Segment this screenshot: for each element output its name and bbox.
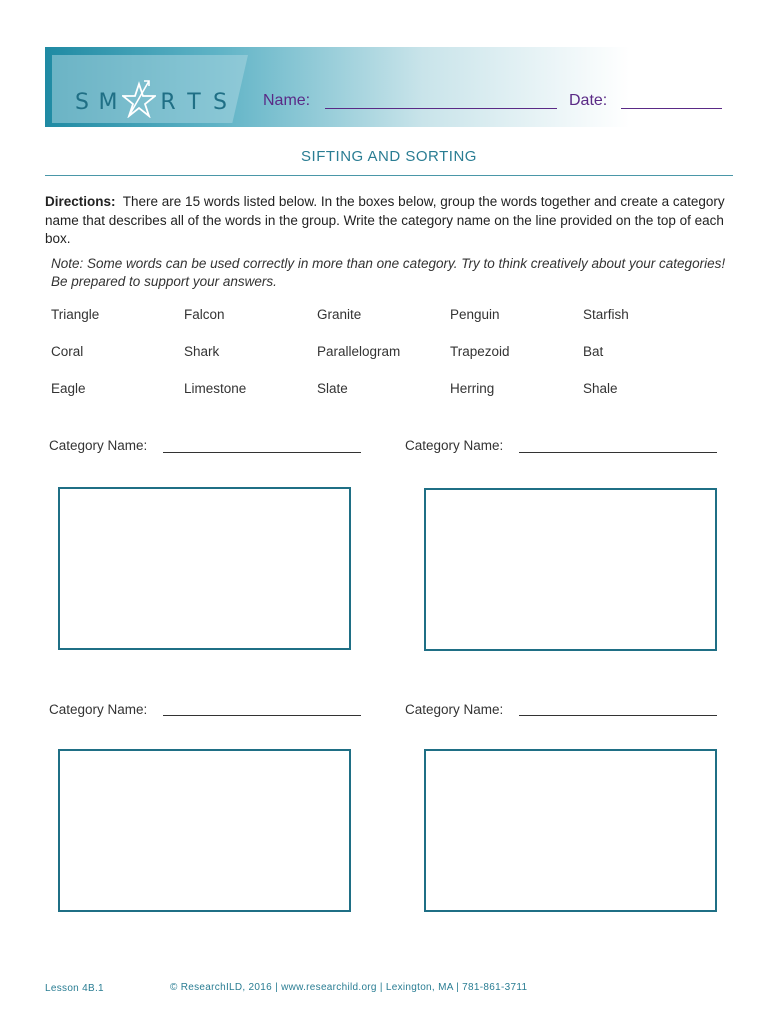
word-item: Shark: [184, 344, 220, 359]
word-item: Herring: [450, 381, 495, 396]
word-item: Falcon: [184, 307, 225, 322]
directions-lead: Directions:: [45, 194, 116, 209]
word-item: Shale: [583, 381, 618, 396]
title-divider: [45, 175, 733, 176]
word-item: Eagle: [51, 381, 86, 396]
category-name-field-3[interactable]: [163, 715, 361, 716]
category-label-4: Category Name:: [405, 702, 504, 717]
footer-info: © ResearchILD, 2016 | www.researchild.org | Lexington, MA | 781-861-3711: [170, 982, 528, 993]
date-field[interactable]: [621, 108, 722, 109]
directions-text: [45, 193, 735, 249]
word-item: Granite: [317, 307, 362, 322]
category-name-field-4[interactable]: [519, 715, 717, 716]
name-label: Name:: [263, 92, 311, 109]
category-label-3: Category Name:: [49, 702, 148, 717]
word-item: Bat: [583, 344, 604, 359]
name-field[interactable]: [325, 108, 557, 109]
word-item: Limestone: [184, 381, 247, 396]
word-item: Coral: [51, 344, 84, 359]
date-label: Date:: [569, 92, 608, 109]
answer-box-2[interactable]: [424, 488, 717, 651]
page-title: SIFTING AND SORTING: [301, 148, 477, 165]
word-item: Trapezoid: [450, 344, 510, 359]
category-name-field-1[interactable]: [163, 452, 361, 453]
word-item: Parallelogram: [317, 344, 401, 359]
word-item: Triangle: [51, 307, 100, 322]
star-arrow-icon: [122, 78, 156, 118]
category-label-1: Category Name:: [49, 438, 148, 453]
logo-letter-m: M: [98, 89, 120, 115]
answer-box-3[interactable]: [58, 749, 351, 912]
answer-box-1[interactable]: [58, 487, 351, 650]
logo-letter-s2: S: [213, 89, 229, 115]
category-name-field-2[interactable]: [519, 452, 717, 453]
answer-box-4[interactable]: [424, 749, 717, 912]
footer-lesson: Lesson 4B.1: [45, 983, 104, 994]
category-label-2: Category Name:: [405, 438, 504, 453]
logo-letter-r: R: [160, 89, 178, 115]
logo-letter-s: S: [75, 89, 91, 115]
logo-letter-t: T: [187, 89, 203, 115]
note-text: Note: Some words can be used correctly in more than one category. Try to think creatively about your categories! Be prepared to support your answers.: [51, 256, 726, 289]
directions-body: There are 15 words listed below. In the boxes below, group the words together and create a category name that describes all of the words in the group. Write the category name on the line provided on the top of each box.: [45, 194, 725, 246]
word-item: Starfish: [583, 307, 629, 322]
smarts-logo: [70, 84, 234, 120]
word-item: Penguin: [450, 307, 500, 322]
word-item: Slate: [317, 381, 348, 396]
